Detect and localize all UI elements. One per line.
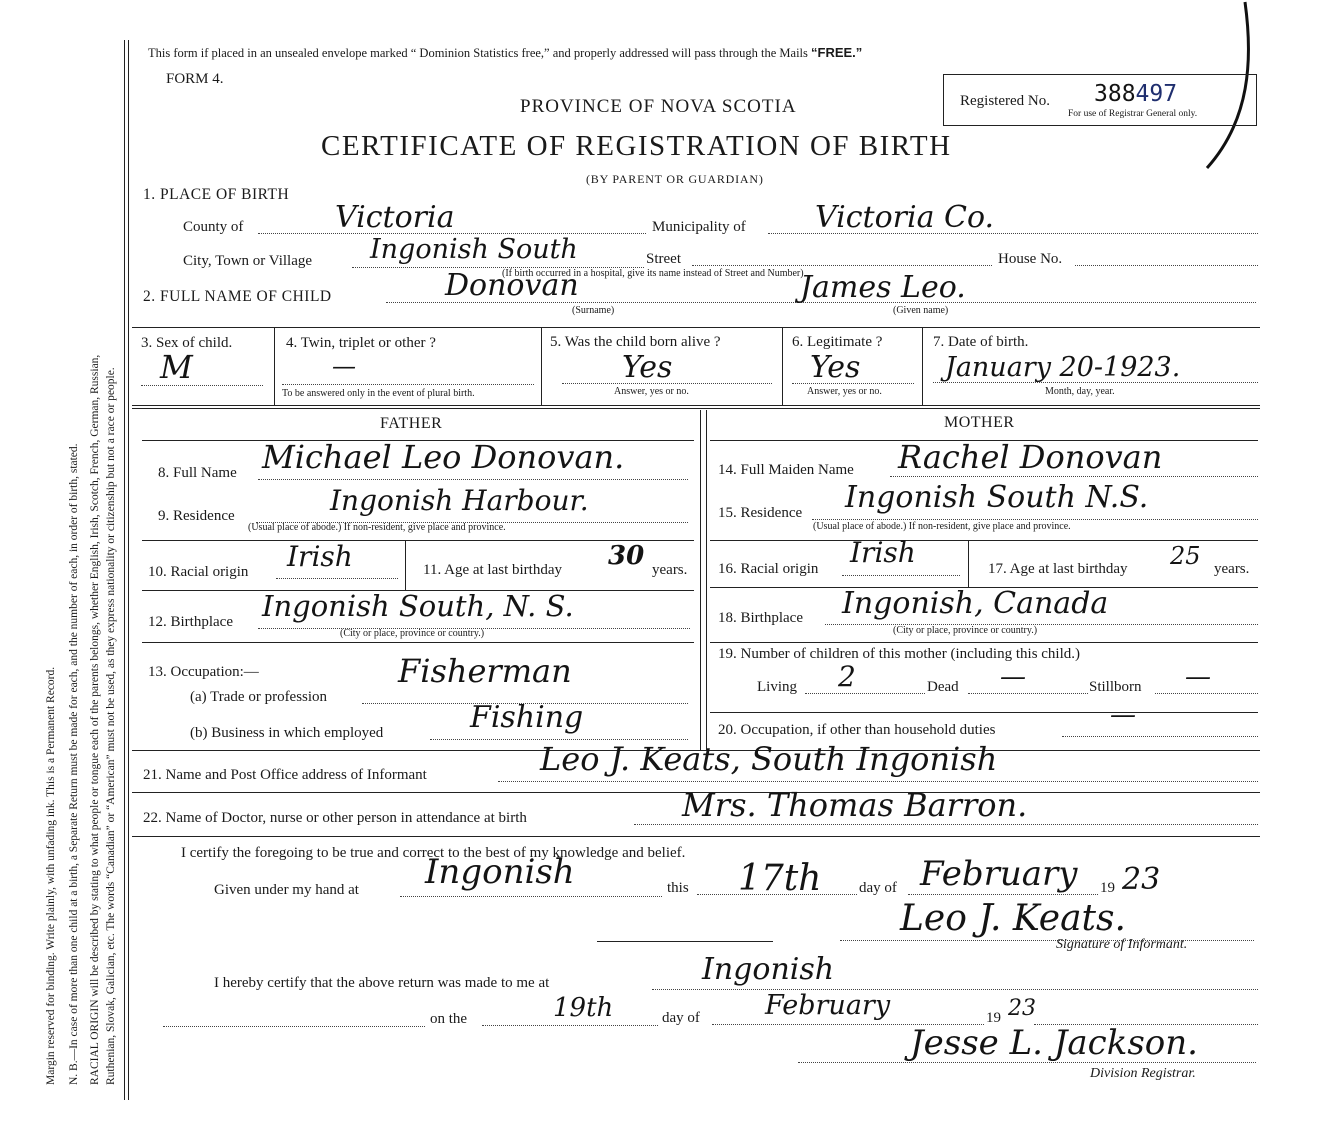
division-registrar-caption: Division Registrar. — [1090, 1066, 1196, 1081]
father-racial-value: Irish — [287, 540, 353, 573]
living-label: Living — [757, 679, 797, 695]
mother-birthplace-label: 18. Birthplace — [718, 610, 803, 626]
father-age-value: 30 — [608, 541, 645, 571]
sex-label: 3. Sex of child. — [141, 335, 233, 351]
house-number-label: House No. — [998, 251, 1063, 267]
dob-label: 7. Date of birth. — [933, 334, 1029, 350]
mother-age-label: 17. Age at last birthday — [988, 561, 1128, 577]
twin-value: — — [332, 352, 356, 380]
mother-residence-caption: (Usual place of abode.) If non-resident, give place and province. — [813, 521, 1071, 532]
twin-note: To be answered only in the event of plural birth. — [282, 388, 475, 399]
registered-number-box — [943, 74, 1257, 126]
legitimate-label: 6. Legitimate ? — [792, 334, 883, 350]
registrar-year-prefix: 19 — [986, 1010, 1001, 1026]
child-given-name-value: James Leo. — [800, 270, 966, 305]
child-name-heading: 2. FULL NAME OF CHILD — [143, 288, 332, 305]
given-under-label: Given under my hand at — [214, 882, 359, 898]
registrar-year-value: 23 — [1008, 996, 1036, 1021]
registrar-place-value: Ingonish — [702, 952, 835, 987]
father-birthplace-label: 12. Birthplace — [148, 614, 233, 630]
father-name-label: 8. Full Name — [158, 465, 237, 481]
mother-occupation-label: 20. Occupation, if other than household duties — [718, 722, 996, 738]
mother-heading: MOTHER — [944, 414, 1015, 431]
signature-caption: Signature of Informant. — [1056, 937, 1188, 952]
father-residence-value: Ingonish Harbour. — [330, 484, 589, 517]
cert-month-value: February — [920, 854, 1078, 894]
surname-caption: (Surname) — [572, 305, 615, 316]
dob-value: January 20-1923. — [945, 352, 1181, 383]
registrar-statement: I hereby certify that the above return was made to me at — [214, 975, 550, 991]
certification-statement: I certify the foregoing to be true and correct to the best of my knowledge and belief. — [181, 845, 686, 861]
attendant-value: Mrs. Thomas Barron. — [682, 786, 1028, 824]
born-alive-value: Yes — [622, 350, 673, 385]
margin-note-binding: Margin reserved for binding. Write plainly, with unfading ink. This is a Permanent Record. — [45, 666, 57, 1085]
margin-note-racial-origin: RACIAL ORIGIN will be described by stating to what people or tongue each of the parents belongs, whether English, Irish, Scotch, French, German, Russian, — [89, 354, 101, 1085]
municipality-label: Municipality of — [652, 219, 746, 235]
mother-age-value: 25 — [1170, 542, 1201, 570]
stillborn-value: — — [1185, 662, 1211, 692]
form-number: FORM 4. — [166, 71, 224, 87]
registrar-day-of-label: day of — [662, 1010, 700, 1026]
informant-label: 21. Name and Post Office address of Informant — [143, 767, 427, 783]
legitimate-value: Yes — [810, 350, 861, 385]
cert-year-value: 23 — [1122, 862, 1161, 897]
certificate-title: CERTIFICATE OF REGISTRATION OF BIRTH — [321, 130, 952, 162]
informant-signature: Leo J. Keats. — [900, 898, 1126, 939]
city-label: City, Town or Village — [183, 253, 313, 269]
place-of-birth-heading: 1. PLACE OF BIRTH — [143, 186, 290, 203]
living-value: 2 — [838, 660, 856, 693]
registrar-day-value: 19th — [553, 993, 614, 1023]
city-value: Ingonish South — [370, 234, 578, 265]
mother-age-unit: years. — [1214, 561, 1250, 577]
registered-number-prefix: 388 — [1094, 81, 1136, 107]
mother-children-label: 19. Number of children of this mother (including this child.) — [718, 646, 1081, 662]
informant-value: Leo J. Keats, South Ingonish — [540, 740, 998, 778]
border-left-inner — [128, 40, 129, 1100]
mail-free: “FREE.” — [811, 45, 863, 60]
street-label: Street — [646, 251, 681, 267]
margin-note-nationality: Ruthenian, Slovak, Galician, etc. The words “Canadian” or “American” must not be used, as they express nationality or citizenship but not a race or people. — [105, 367, 117, 1085]
registrar-signature: Jesse L. Jackson. — [910, 1023, 1198, 1063]
this-label: this — [667, 880, 689, 896]
border-left-outer — [124, 40, 125, 1100]
father-business-value: Fishing — [470, 700, 584, 735]
father-residence-caption: (Usual place of abode.) If non-resident, give place and province. — [248, 522, 506, 533]
mother-racial-value: Irish — [850, 536, 916, 569]
county-label: County of — [183, 219, 244, 235]
registrar-note: For use of Registrar General only. — [1068, 109, 1198, 119]
registered-number-suffix: 497 — [1135, 81, 1178, 107]
mother-residence-value: Ingonish South N.S. — [845, 480, 1149, 515]
father-name-value: Michael Leo Donovan. — [262, 438, 625, 476]
mother-residence-label: 15. Residence — [718, 505, 803, 521]
on-the-label: on the — [430, 1011, 468, 1027]
mother-occupation-value: — — [1110, 700, 1136, 730]
father-occupation-label: 13. Occupation:— — [148, 664, 259, 680]
province-title: PROVINCE OF NOVA SCOTIA — [520, 96, 797, 117]
cert-day-of-label: day of — [859, 880, 897, 896]
father-birthplace-caption: (City or place, province or country.) — [340, 628, 485, 639]
registrar-month-value: February — [765, 990, 891, 1021]
sex-value: M — [160, 348, 193, 386]
mail-notice: This form if placed in an unsealed envelope marked “ Dominion Statistics free,” and properly addressed will pass through the Mails — [148, 46, 808, 60]
twin-label: 4. Twin, triplet or other ? — [286, 335, 436, 351]
mother-name-value: Rachel Donovan — [898, 438, 1163, 476]
father-racial-label: 10. Racial origin — [148, 564, 249, 580]
given-place-value: Ingonish — [425, 852, 575, 892]
born-alive-caption: Answer, yes or no. — [614, 386, 689, 397]
hospital-note: (If birth occurred in a hospital, give its name instead of Street and Number) — [502, 268, 804, 279]
dob-caption: Month, day, year. — [1045, 386, 1115, 397]
dead-value: — — [1000, 662, 1026, 692]
certificate-subtitle: (BY PARENT OR GUARDIAN) — [586, 172, 764, 186]
registered-label: Registered No. — [960, 93, 1050, 109]
father-heading: FATHER — [380, 415, 443, 432]
father-residence-label: 9. Residence — [158, 508, 235, 524]
legitimate-caption: Answer, yes or no. — [807, 386, 882, 397]
mother-birthplace-caption: (City or place, province or country.) — [893, 625, 1038, 636]
father-business-label: (b) Business in which employed — [190, 725, 384, 741]
mother-name-label: 14. Full Maiden Name — [718, 462, 854, 478]
attendant-label: 22. Name of Doctor, nurse or other person in attendance at birth — [143, 810, 527, 826]
mother-birthplace-value: Ingonish, Canada — [842, 586, 1109, 621]
father-age-label: 11. Age at last birthday — [423, 562, 562, 578]
father-trade-label: (a) Trade or profession — [190, 689, 328, 705]
margin-note-multiple-births: N. B.—In case of more than one child at a birth, a Separate Return must be made for each, and the number of each, in order of birth, stated. — [68, 443, 80, 1085]
father-birthplace-value: Ingonish South, N. S. — [262, 589, 574, 623]
child-surname-value: Donovan — [445, 268, 579, 303]
cert-year-prefix: 19 — [1100, 880, 1115, 896]
dead-label: Dead — [927, 679, 959, 695]
mother-racial-label: 16. Racial origin — [718, 561, 819, 577]
born-alive-label: 5. Was the child born alive ? — [550, 334, 721, 350]
separator-line — [597, 941, 773, 942]
county-value: Victoria — [335, 200, 455, 235]
municipality-value: Victoria Co. — [815, 200, 995, 235]
father-age-unit: years. — [652, 562, 688, 578]
stillborn-label: Stillborn — [1089, 679, 1142, 695]
father-trade-value: Fisherman — [398, 652, 572, 690]
given-name-caption: (Given name) — [893, 305, 949, 316]
cert-day-value: 17th — [738, 858, 822, 899]
